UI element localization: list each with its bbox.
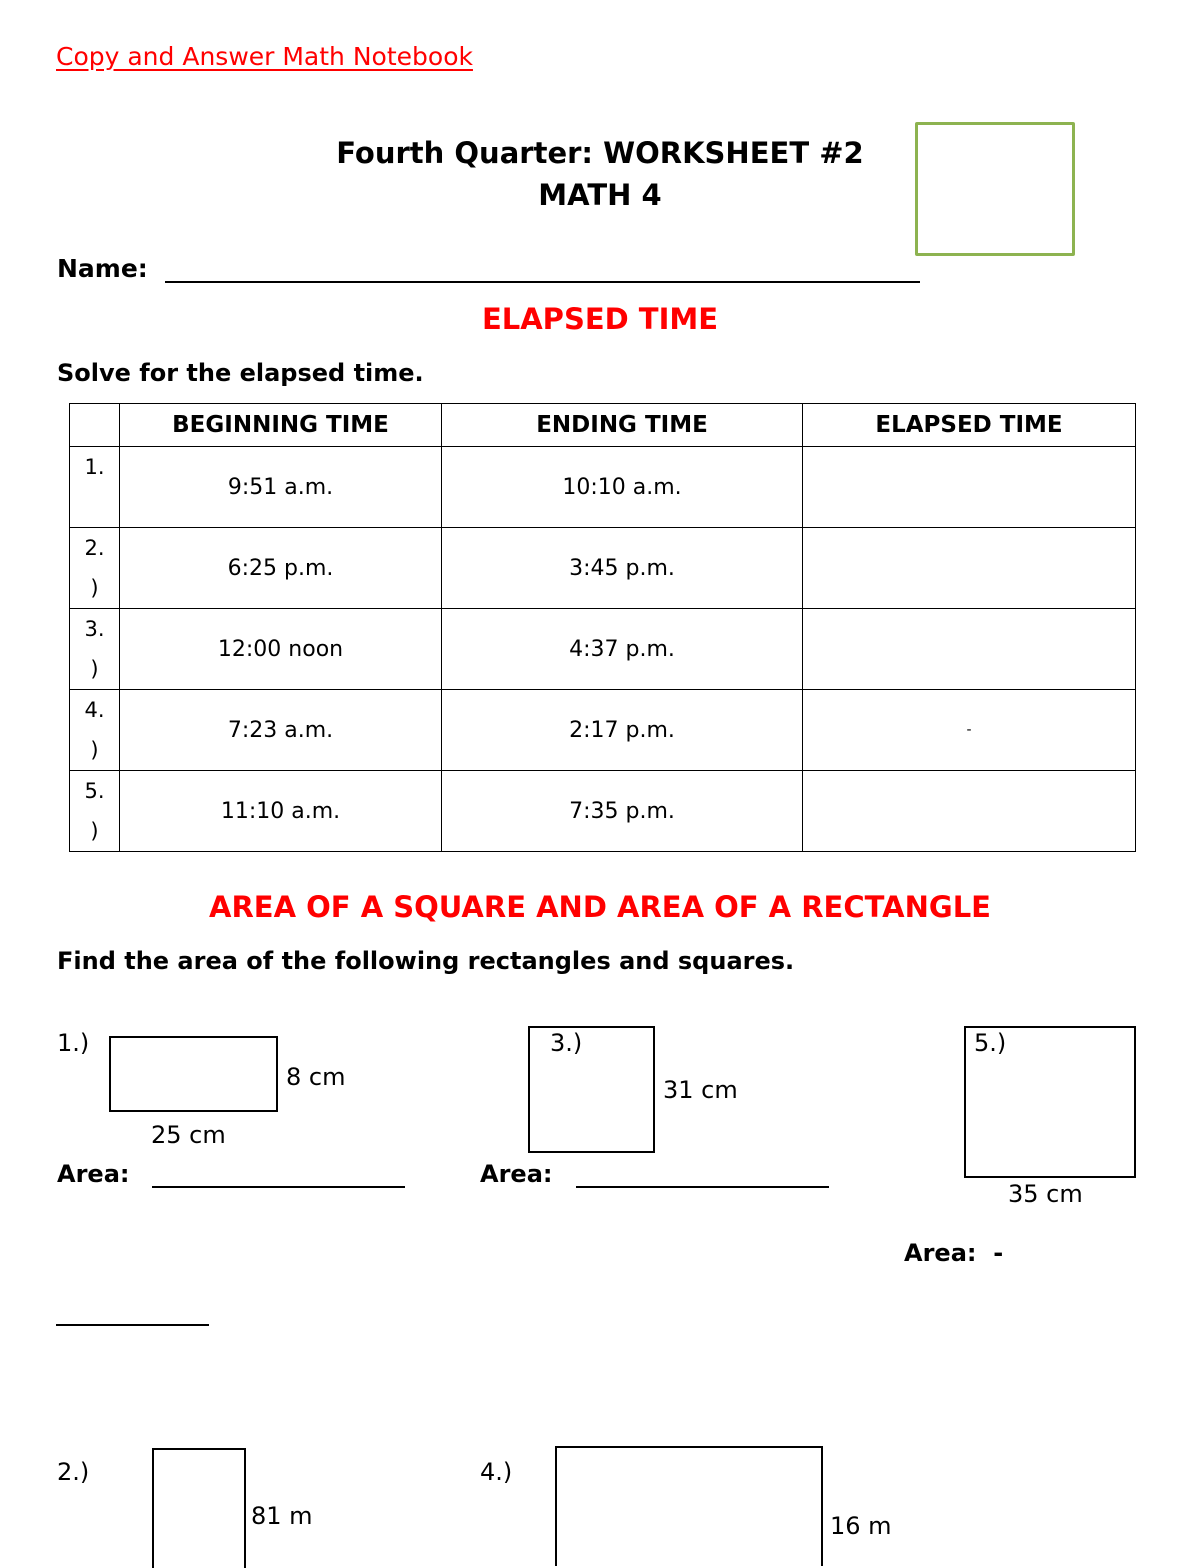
problem-1-area-label: Area: (57, 1160, 130, 1188)
header-cell-number (70, 404, 120, 447)
problem-3-answer-line[interactable] (576, 1186, 829, 1188)
ending-time-cell: 7:35 p.m. (442, 771, 803, 852)
problem-2-label: 2.) (57, 1458, 90, 1486)
problem-4-side-length: 16 m (830, 1512, 892, 1540)
table-row (70, 771, 1136, 852)
elapsed-time-table (69, 403, 1136, 852)
beginning-time-cell: 6:25 p.m. (120, 528, 442, 609)
ending-time-cell: 2:17 p.m. (442, 690, 803, 771)
problem-3-side-length: 31 cm (663, 1076, 738, 1104)
problem-5-label: 5.) (974, 1029, 1007, 1057)
problem-1-side-length: 8 cm (286, 1063, 346, 1091)
area-instruction: Find the area of the following rectangles and squares. (57, 947, 795, 975)
problem-2-side-length: 81 m (251, 1502, 313, 1530)
row-number: 2. ) (70, 528, 120, 609)
elapsed-time-cell[interactable] (803, 771, 1136, 852)
elapsed-time-cell[interactable] (803, 447, 1136, 528)
header-cell-ending: ENDING TIME (442, 404, 803, 447)
beginning-time-cell: 7:23 a.m. (120, 690, 442, 771)
row-number: 1. (70, 447, 120, 528)
beginning-time-cell: 9:51 a.m. (120, 447, 442, 528)
table-row (70, 609, 1136, 690)
row-number: 4. ) (70, 690, 120, 771)
area-heading: AREA OF A SQUARE AND AREA OF A RECTANGLE (209, 890, 991, 924)
problem-4-rectangle (555, 1446, 823, 1566)
subject-title: MATH 4 (538, 178, 662, 212)
problem-1-label: 1.) (57, 1029, 90, 1057)
beginning-time-cell: 11:10 a.m. (120, 771, 442, 852)
problem-5-answer-line[interactable] (56, 1324, 209, 1326)
header-cell-beginning: BEGINNING TIME (120, 404, 442, 447)
beginning-time-cell: 12:00 noon (120, 609, 442, 690)
row-number: 3. ) (70, 609, 120, 690)
problem-5-bottom-length: 35 cm (1008, 1180, 1083, 1208)
notebook-instruction-link[interactable]: Copy and Answer Math Notebook (56, 42, 473, 71)
problem-5-area-label: Area: - (904, 1239, 1004, 1267)
elapsed-time-heading: ELAPSED TIME (481, 302, 719, 336)
table-header-row (70, 404, 1136, 447)
table-row (70, 690, 1136, 771)
elapsed-time-cell[interactable] (803, 528, 1136, 609)
table-row (70, 447, 1136, 528)
row-number: 5. ) (70, 771, 120, 852)
problem-3-area-label: Area: (480, 1160, 553, 1188)
header-cell-elapsed: ELAPSED TIME (803, 404, 1136, 447)
problem-3-square (528, 1026, 655, 1153)
problem-4-label: 4.) (480, 1458, 513, 1486)
problem-1-answer-line[interactable] (152, 1186, 405, 1188)
problem-3-label: 3.) (550, 1029, 583, 1057)
elapsed-time-cell[interactable] (803, 609, 1136, 690)
problem-2-rectangle (152, 1448, 246, 1568)
score-box (915, 122, 1075, 256)
name-line[interactable] (165, 281, 920, 283)
ending-time-cell: 10:10 a.m. (442, 447, 803, 528)
elapsed-time-cell[interactable]: - (803, 690, 1136, 771)
worksheet-title: Fourth Quarter: WORKSHEET #2 (336, 136, 864, 170)
name-label: Name: (57, 254, 148, 283)
elapsed-instruction: Solve for the elapsed time. (57, 359, 424, 387)
table-row (70, 528, 1136, 609)
problem-1-rectangle (109, 1036, 278, 1112)
ending-time-cell: 4:37 p.m. (442, 609, 803, 690)
problem-1-bottom-length: 25 cm (151, 1121, 226, 1149)
ending-time-cell: 3:45 p.m. (442, 528, 803, 609)
